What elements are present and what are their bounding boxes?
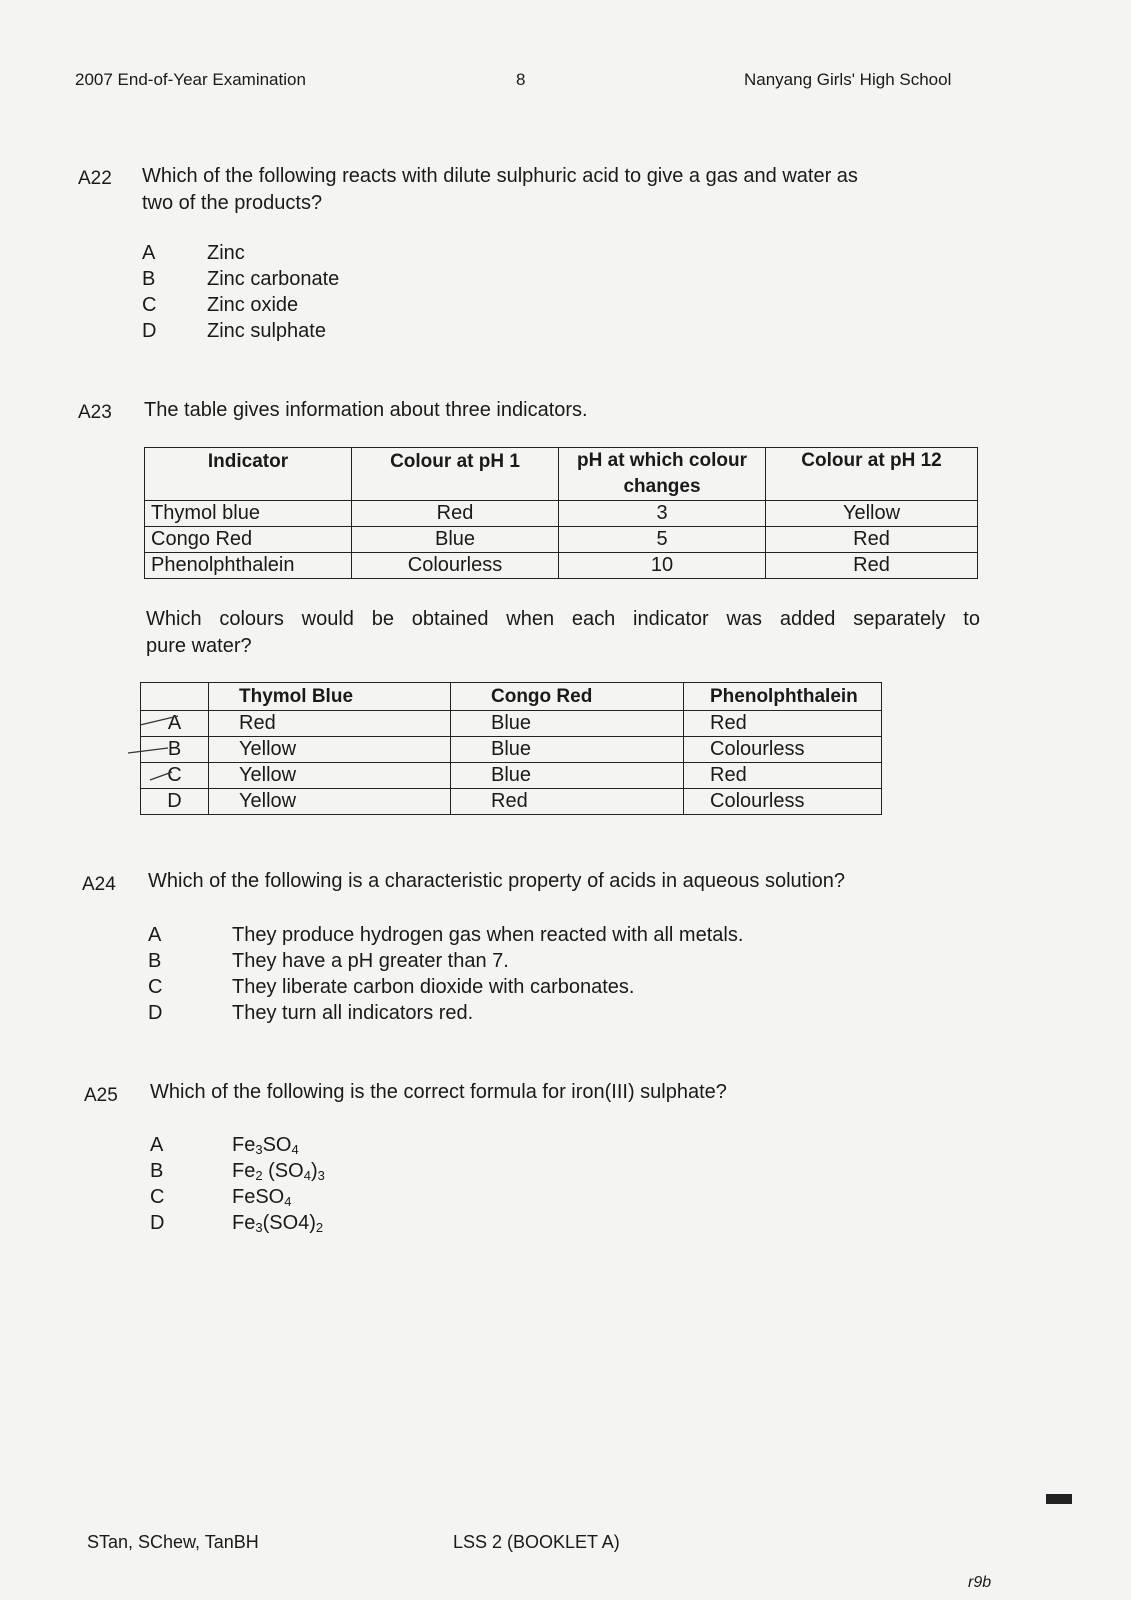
answer-options-table — [140, 682, 882, 815]
option-letter: B — [141, 737, 209, 763]
table-header — [141, 683, 209, 711]
footer-booklet: LSS 2 (BOOKLET A) — [453, 1532, 620, 1552]
table-cell: Red — [766, 553, 978, 579]
crossout-mark-c — [150, 772, 172, 780]
question-text-a24: Which of the following is a characteristic property of acids in aqueous solution? — [148, 870, 846, 892]
option-text: They turn all indicators red. — [232, 1002, 474, 1024]
table-header-row — [145, 448, 978, 501]
table-cell: Red — [684, 763, 882, 789]
header-right: Nanyang Girls' High School — [744, 70, 952, 89]
option-letter: B — [142, 268, 156, 290]
crossout-mark-a — [140, 716, 178, 725]
option-a25-b[interactable] — [150, 1158, 325, 1185]
table-header: Phenolphthalein — [684, 683, 882, 711]
question-text-a23-part2 — [146, 606, 980, 660]
option-letter: C — [150, 1186, 165, 1208]
table-cell: 5 — [559, 527, 766, 553]
table-cell: Blue — [451, 711, 684, 737]
footer-authors: STan, SChew, TanBH — [87, 1532, 259, 1552]
header-left: 2007 End-of-Year Examination — [75, 70, 306, 89]
answer-row-b[interactable] — [141, 737, 882, 763]
table-cell: Blue — [352, 527, 559, 553]
question-text-line: two of the products? — [142, 192, 323, 214]
option-a22-a[interactable] — [142, 240, 245, 267]
option-letter: B — [150, 1160, 164, 1182]
option-letter: C — [141, 763, 209, 789]
formula-fe3so42: $Fe_3(SO4)_2$ — [232, 1212, 324, 1235]
option-a22-c[interactable] — [142, 292, 298, 319]
option-letter: D — [150, 1212, 165, 1234]
table-header: Congo Red — [451, 683, 684, 711]
option-letter: D — [148, 1002, 163, 1024]
formula-fe3so4: $Fe_3SO_4$ — [232, 1134, 299, 1157]
table-cell: Congo Red — [145, 527, 352, 553]
table-cell: Colourless — [684, 789, 882, 815]
answer-row-d[interactable] — [141, 789, 882, 815]
option-text: Zinc — [207, 242, 245, 264]
question-text-a25: Which of the following is the correct formula for iron(III) sulphate? — [150, 1081, 727, 1103]
table-cell: Colourless — [684, 737, 882, 763]
option-a25-a[interactable] — [150, 1132, 299, 1159]
option-a24-d[interactable] — [148, 1000, 473, 1027]
page-number: 8 — [516, 70, 526, 89]
table-header-row — [141, 683, 882, 711]
option-letter: D — [141, 789, 209, 815]
question-text-line: pure water? — [146, 635, 252, 657]
table-cell: Yellow — [766, 501, 978, 527]
option-letter: C — [142, 294, 157, 316]
option-text: Zinc oxide — [207, 294, 299, 316]
option-a25-c[interactable] — [150, 1184, 291, 1211]
table-cell: Yellow — [209, 763, 451, 789]
answer-row-a[interactable] — [141, 711, 882, 737]
table-row — [145, 527, 978, 553]
table-header: Thymol Blue — [209, 683, 451, 711]
crossout-mark-b — [128, 748, 168, 753]
table-cell: Yellow — [209, 737, 451, 763]
question-number-a24: A24 — [82, 874, 116, 895]
question-number-a23: A23 — [78, 402, 112, 423]
option-a24-c[interactable] — [148, 974, 634, 1001]
question-number-a25: A25 — [84, 1085, 118, 1106]
option-letter: A — [142, 242, 156, 264]
table-header: pH at which colour changes — [559, 448, 766, 501]
indicator-info-table — [144, 447, 978, 579]
table-cell: Red — [684, 711, 882, 737]
option-a24-a[interactable] — [148, 922, 743, 949]
question-text-line: Which colours would be obtained when each indicator was added separately to — [146, 608, 980, 630]
option-letter: D — [142, 320, 157, 342]
table-cell: 3 — [559, 501, 766, 527]
question-text-a23: The table gives information about three indicators. — [144, 399, 588, 421]
table-cell: Red — [352, 501, 559, 527]
table-cell: Red — [766, 527, 978, 553]
table-row — [145, 501, 978, 527]
question-text-a22 — [142, 163, 858, 217]
option-text: Zinc carbonate — [207, 268, 340, 290]
option-letter: A — [150, 1134, 164, 1156]
table-header: Indicator — [145, 448, 352, 501]
formula-fe2so43: $Fe_2$ $(SO_4)_3$ — [232, 1160, 325, 1183]
option-a22-b[interactable] — [142, 266, 339, 293]
option-text: They produce hydrogen gas when reacted with all metals. — [232, 924, 744, 946]
option-letter: A — [141, 711, 209, 737]
option-letter: A — [148, 924, 162, 946]
answer-row-c[interactable] — [141, 763, 882, 789]
table-cell: Yellow — [209, 789, 451, 815]
table-cell: Phenolphthalein — [145, 553, 352, 579]
question-text-line: Which of the following reacts with dilute sulphuric acid to give a gas and water as — [142, 165, 858, 187]
formula-feso4: FeSO$_4$ — [232, 1186, 292, 1209]
table-header: Colour at pH 1 — [352, 448, 559, 501]
table-cell: 10 — [559, 553, 766, 579]
option-a25-d[interactable] — [150, 1210, 323, 1237]
option-text: They have a pH greater than 7. — [232, 950, 509, 972]
table-cell: Thymol blue — [145, 501, 352, 527]
option-letter: B — [148, 950, 162, 972]
table-cell: Blue — [451, 737, 684, 763]
option-a22-d[interactable] — [142, 318, 326, 345]
table-cell: Colourless — [352, 553, 559, 579]
table-cell: Red — [451, 789, 684, 815]
option-text: They liberate carbon dioxide with carbonates. — [232, 976, 635, 998]
option-text: Zinc sulphate — [207, 320, 326, 342]
table-cell: Red — [209, 711, 451, 737]
scan-mark — [1046, 1494, 1072, 1504]
table-header: Colour at pH 12 — [766, 448, 978, 501]
table-cell: Blue — [451, 763, 684, 789]
handwritten-page-mark: r9b — [968, 1574, 992, 1591]
handwritten-crossouts — [120, 710, 200, 790]
table-row — [145, 553, 978, 579]
question-number-a22: A22 — [78, 168, 112, 189]
option-letter: C — [148, 976, 163, 998]
option-a24-b[interactable] — [148, 948, 509, 975]
